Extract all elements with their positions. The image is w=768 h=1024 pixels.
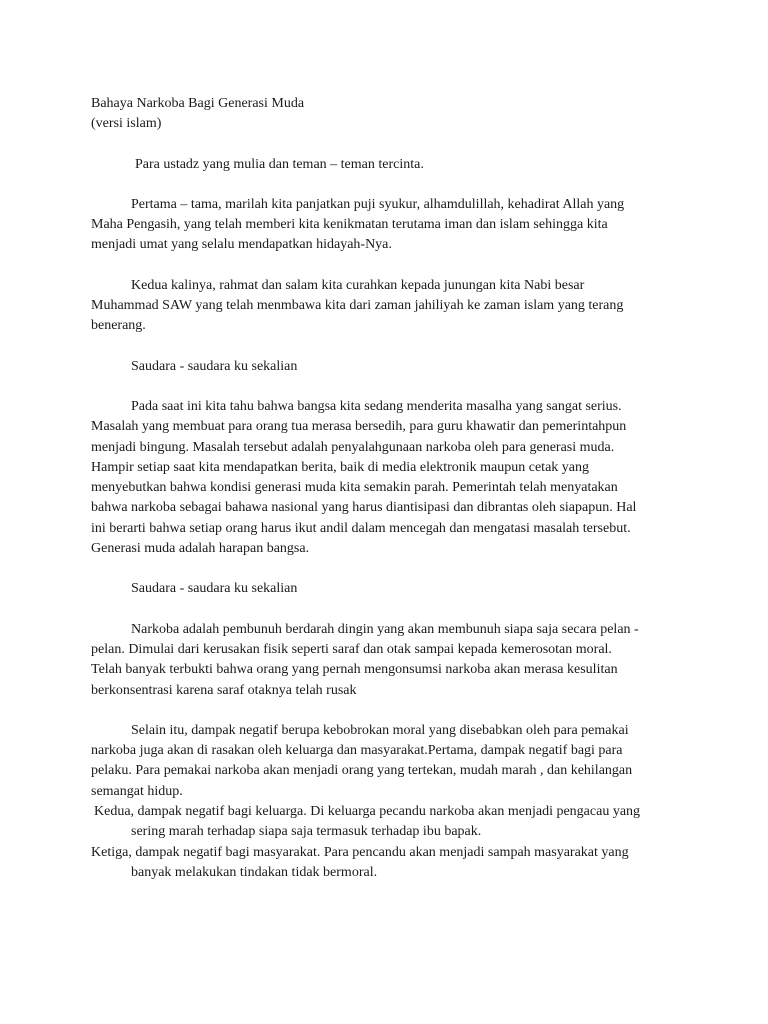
paragraph-line: Pada saat ini kita tahu bahwa bangsa kita sedang menderita masalha yang sangat serius. [131,398,622,414]
paragraph-line: Narkoba adalah pembunuh berdarah dingin yang akan membunuh siapa saja secara pelan - [131,621,639,637]
paragraph-line: semangat hidup. [91,783,183,799]
paragraph-society [91,843,691,884]
greeting-line: Para ustadz yang mulia dan teman – teman tercinta. [135,156,424,172]
document-title: Bahaya Narkoba Bagi Generasi Muda [91,96,305,111]
address-line: Saudara - saudara ku sekalian [131,358,298,374]
paragraph-line: pelaku. Para pemakai narkoba akan menjadi orang yang tertekan, mudah marah , dan kehilangan [91,763,633,779]
paragraph-family [91,802,691,843]
paragraph-line: menjadi bingung. Masalah tersebut adalah penyalahgunaan narkoba oleh para generasi muda. [91,439,615,455]
paragraph-line: menyebutkan bahwa kondisi generasi muda kita semakin parah. Pemerintah telah menyatakan [91,480,618,496]
title-block [91,94,691,135]
paragraph-line: Selain itu, dampak negatif berupa kebobrokan moral yang disebabkan oleh para pemakai [131,722,629,738]
document-body [91,94,691,883]
paragraph-line: bahwa narkoba sebagai bahawa nasional yang harus diantisipasi dan dibrantas oleh siapapun. Hal [91,500,637,516]
paragraph-line: menjadi umat yang selalu mendapatkan hidayah-Nya. [91,237,392,253]
paragraph-line: Muhammad SAW yang telah menmbawa kita dari zaman jahiliyah ke zaman islam yang terang [91,298,624,314]
paragraph-line: Hampir setiap saat kita mendapatkan berita, baik di media elektronik maupun cetak yang [91,459,589,475]
paragraph-line: Ketiga, dampak negatif bagi masyarakat. Para pencandu akan menjadi sampah masyarakat yang [91,844,629,860]
address-line: Saudara - saudara ku sekalian [131,581,298,597]
paragraph-line: ini berarti bahwa setiap orang harus ikut andil dalam mencegah dan mengatasi masalah tersebut. [91,520,631,536]
paragraph-problem [91,397,691,559]
paragraph-opening [91,195,691,256]
document-subtitle: (versi islam) [91,116,162,132]
paragraph-impact [91,721,691,802]
paragraph-line: Masalah yang membuat para orang tua merasa bersedih, para guru khawatir dan pemerintahpun [91,419,627,435]
paragraph-narkoba [91,620,691,701]
paragraph-line: Maha Pengasih, yang telah memberi kita kenikmatan terutama iman dan islam sehingga kita [91,217,608,233]
paragraph-line: banyak melakukan tindakan tidak bermoral. [131,864,378,880]
paragraph-line: Pertama – tama, marilah kita panjatkan puji syukur, alhamdulillah, kehadirat Allah yang [131,196,625,212]
paragraph-line: berkonsentrasi karena saraf otaknya telah rusak [91,682,357,698]
paragraph-line: narkoba juga akan di rasakan oleh keluarga dan masyarakat.Pertama, dampak negatif bagi para [91,743,623,759]
paragraph-line: pelan. Dimulai dari kerusakan fisik seperti saraf dan otak sampai kepada kemerosotan moral. [91,641,612,657]
paragraph-line: Generasi muda adalah harapan bangsa. [91,541,310,557]
paragraph-salutation [91,276,691,337]
paragraph-line: benerang. [91,318,146,334]
paragraph-line: Kedua, dampak negatif bagi keluarga. Di keluarga pecandu narkoba akan menjadi pengacau yang [94,804,641,820]
paragraph-line: Kedua kalinya, rahmat dan salam kita curahkan kepada junungan kita Nabi besar [131,277,585,293]
paragraph-line: sering marah terhadap siapa saja termasuk terhadap ibu bapak. [131,824,482,840]
paragraph-line: Telah banyak terbukti bahwa orang yang pernah mengonsumsi narkoba akan merasa kesulitan [91,662,618,678]
